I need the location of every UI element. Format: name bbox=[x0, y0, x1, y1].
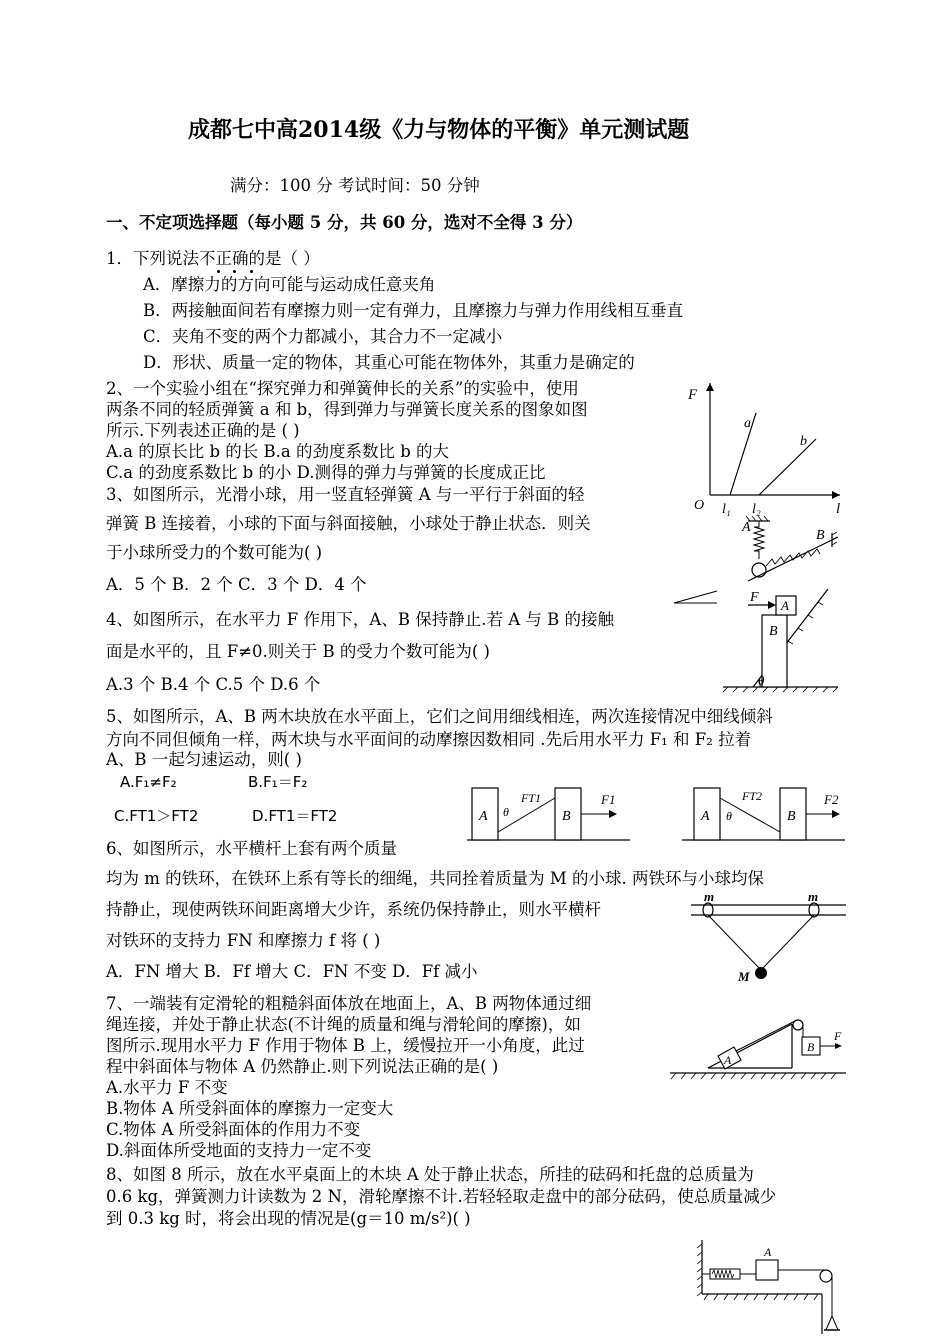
q1-option-b: B．两接触面间若有摩擦力则一定有弹力，且摩擦力与弹力作用线相互垂直 bbox=[143, 301, 684, 320]
q3-line2: 弹簧 B 连接着，小球的下面与斜面接触，小球处于静止状态．则关 bbox=[106, 514, 591, 533]
q3-ball-spring-figure bbox=[740, 515, 845, 585]
q7-line3: 图所示.现用水平力 F 作用于物体 B 上，缓慢拉开一小角度，此过 bbox=[106, 1036, 585, 1055]
q3-line1: 3、如图所示，光滑小球，用一竖直轻弹簧 A 与一平行于斜面的轻 bbox=[106, 485, 585, 504]
q5-option-d: D.FT1＝FT2 bbox=[252, 807, 338, 825]
q6-line3: 持静止，现使两铁环间距离增大少许，系统仍保持静止，则水平横杆 bbox=[106, 900, 601, 919]
q6-rings-figure bbox=[688, 889, 850, 985]
line-b bbox=[759, 439, 816, 495]
q7-line4: 程中斜面体与物体 A 仍然静止.则下列说法正确的是( ) bbox=[106, 1057, 499, 1076]
force-label: F1 bbox=[601, 792, 616, 807]
angle-label: θ bbox=[726, 809, 732, 823]
label-b: b bbox=[800, 434, 807, 449]
block-b-label: B bbox=[787, 809, 796, 824]
block-a-label: A bbox=[764, 1245, 772, 1259]
block-b-label: B bbox=[562, 809, 571, 824]
exam-info: 满分：100 分 考试时间：50 分钟 bbox=[230, 176, 480, 195]
q3-line3: 于小球所受力的个数可能为( ) bbox=[106, 543, 323, 562]
emphasis-dot bbox=[250, 270, 253, 273]
emphasis-dot bbox=[217, 270, 220, 273]
q7-line2: 绳连接，并处于静止状态(不计绳的质量和绳与滑轮间的摩擦)，如 bbox=[106, 1015, 581, 1034]
q2-line2: 两条不同的轻质弹簧 a 和 b，得到弹力与弹簧长度关系的图象如图 bbox=[106, 400, 588, 419]
q5-option-b: B.F₁＝F₂ bbox=[248, 773, 308, 791]
q4-line3: A.3 个 B.4 个 C.5 个 D.6 个 bbox=[106, 675, 321, 694]
q1-option-d: D．形状、质量一定的物体，其重心可能在物体外，其重力是确定的 bbox=[143, 353, 635, 372]
emphasis-dot bbox=[233, 270, 236, 273]
angle-label: θ bbox=[758, 673, 765, 688]
axis-l-label: l bbox=[836, 501, 841, 517]
label-a: a bbox=[744, 416, 751, 431]
q5-option-a: A.F₁≠F₂ bbox=[120, 773, 177, 791]
q1-stem: 1．下列说法不正确的是（ ） bbox=[106, 249, 320, 268]
q7-incline-pulley-figure bbox=[668, 1018, 850, 1080]
ring-mass-left: m bbox=[704, 889, 715, 904]
angle-label: θ bbox=[503, 805, 509, 819]
q5-figure-2 bbox=[680, 778, 850, 844]
tension-label: FT2 bbox=[742, 789, 763, 803]
q5-line3: A、B 一起匀速运动，则( ) bbox=[106, 750, 302, 769]
tick-l1: l₁ bbox=[722, 502, 731, 517]
q6-line2: 均为 m 的铁环，在铁环上系有等长的细绳，共同拴着质量为 M 的小球. 两铁环与小球均保 bbox=[106, 869, 765, 888]
block-b-label: B bbox=[807, 1040, 815, 1054]
block-b-label: B bbox=[769, 624, 778, 639]
q8-line2: 0.6 kg，弹簧测力计读数为 2 N，滑轮摩擦不计.若轻轻取走盘中的部分砝码，使总质量减少 bbox=[106, 1187, 777, 1206]
block-a-label: A bbox=[724, 1053, 732, 1067]
block-a-label: A bbox=[701, 809, 710, 824]
q5-line2: 方向不同但倾角一样，两木块与水平面间的动摩擦因数相同 .先后用水平力 F₁ 和 F₂ 拉着 bbox=[106, 730, 752, 749]
block-a-label: A bbox=[479, 809, 488, 824]
q7-line1: 7、一端装有定滑轮的粗糙斜面体放在地面上，A、B 两物体通过细 bbox=[106, 994, 592, 1013]
q7-option-b: B.物体 A 所受斜面体的摩擦力一定变大 bbox=[106, 1099, 394, 1118]
q2-line3: 所示.下列表述正确的是 ( ) bbox=[106, 421, 300, 440]
q5-figure-1 bbox=[465, 778, 635, 844]
force-label: F2 bbox=[824, 792, 839, 807]
ring-mass-right: m bbox=[808, 889, 819, 904]
line-a bbox=[730, 413, 756, 495]
q5-option-c: C.FT1＞FT2 bbox=[114, 807, 199, 825]
force-f-label: F bbox=[750, 590, 759, 605]
tension-label: FT1 bbox=[521, 791, 542, 805]
ball-mass: M bbox=[738, 969, 750, 984]
q8-line3: 到 0.3 kg 时，将会出现的情况是(g＝10 m/s²)( ) bbox=[106, 1209, 471, 1228]
q1-option-a: A．摩擦力的方向可能与运动成任意夹角 bbox=[143, 275, 436, 294]
q6-options: A．FN 增大 B．Ff 增大 C．FN 不变 D．Ff 减小 bbox=[106, 962, 478, 981]
q3-incline-stub bbox=[672, 588, 722, 608]
q8-table-pulley-figure bbox=[694, 1236, 846, 1336]
tick-l2: l₂ bbox=[752, 502, 761, 517]
page-title: 成都七中高2014级《力与物体的平衡》单元测试题 bbox=[188, 117, 690, 143]
q6-line4: 对铁环的支持力 FN 和摩擦力 f 将 ( ) bbox=[106, 931, 381, 950]
force-f-label: F bbox=[834, 1029, 842, 1043]
q4-line1: 4、如图所示，在水平力 F 作用下，A、B 保持静止.若 A 与 B 的接触 bbox=[106, 610, 614, 629]
section-heading: 一、不定项选择题（每小题 5 分，共 60 分，选对不全得 3 分） bbox=[106, 213, 583, 232]
q7-option-d: D.斜面体所受地面的支持力一定不变 bbox=[106, 1141, 372, 1160]
q4-line2: 面是水平的，且 F≠0.则关于 B 的受力个数可能为( ) bbox=[106, 642, 490, 661]
spring-a-label: A bbox=[742, 520, 751, 535]
q2-line5: C.a 的劲度系数比 b 的小 D.测得的弹力与弹簧的长度成正比 bbox=[106, 463, 546, 482]
q3-line4: A．5 个 B．2 个 C．3 个 D．4 个 bbox=[106, 575, 367, 594]
q4-blocks-figure bbox=[718, 585, 848, 693]
axis-f-label: F bbox=[688, 387, 698, 403]
q5-line1: 5、如图所示，A、B 两木块放在水平面上，它们之间用细线相连，两次连接情况中细线倾斜 bbox=[106, 707, 773, 726]
block-a-label: A bbox=[781, 598, 789, 613]
q2-spring-graph bbox=[680, 375, 850, 515]
q2-line4: A.a 的原长比 b 的长 B.a 的劲度系数比 b 的大 bbox=[106, 442, 450, 461]
origin-label: O bbox=[694, 498, 705, 513]
q1-option-c: C．夹角不变的两个力都减小，其合力不一定减小 bbox=[143, 327, 503, 346]
q8-line1: 8、如图 8 所示，放在水平桌面上的木块 A 处于静止状态，所挂的砝码和托盘的总质量为 bbox=[106, 1165, 754, 1184]
spring-b-label: B bbox=[816, 528, 825, 543]
q2-line1: 2、一个实验小组在“探究弹力和弹簧伸长的关系”的实验中，使用 bbox=[106, 379, 579, 398]
q6-line1: 6、如图所示，水平横杆上套有两个质量 bbox=[106, 839, 397, 858]
q7-option-a: A.水平力 F 不变 bbox=[106, 1078, 228, 1097]
q7-option-c: C.物体 A 所受斜面体的作用力不变 bbox=[106, 1120, 361, 1139]
